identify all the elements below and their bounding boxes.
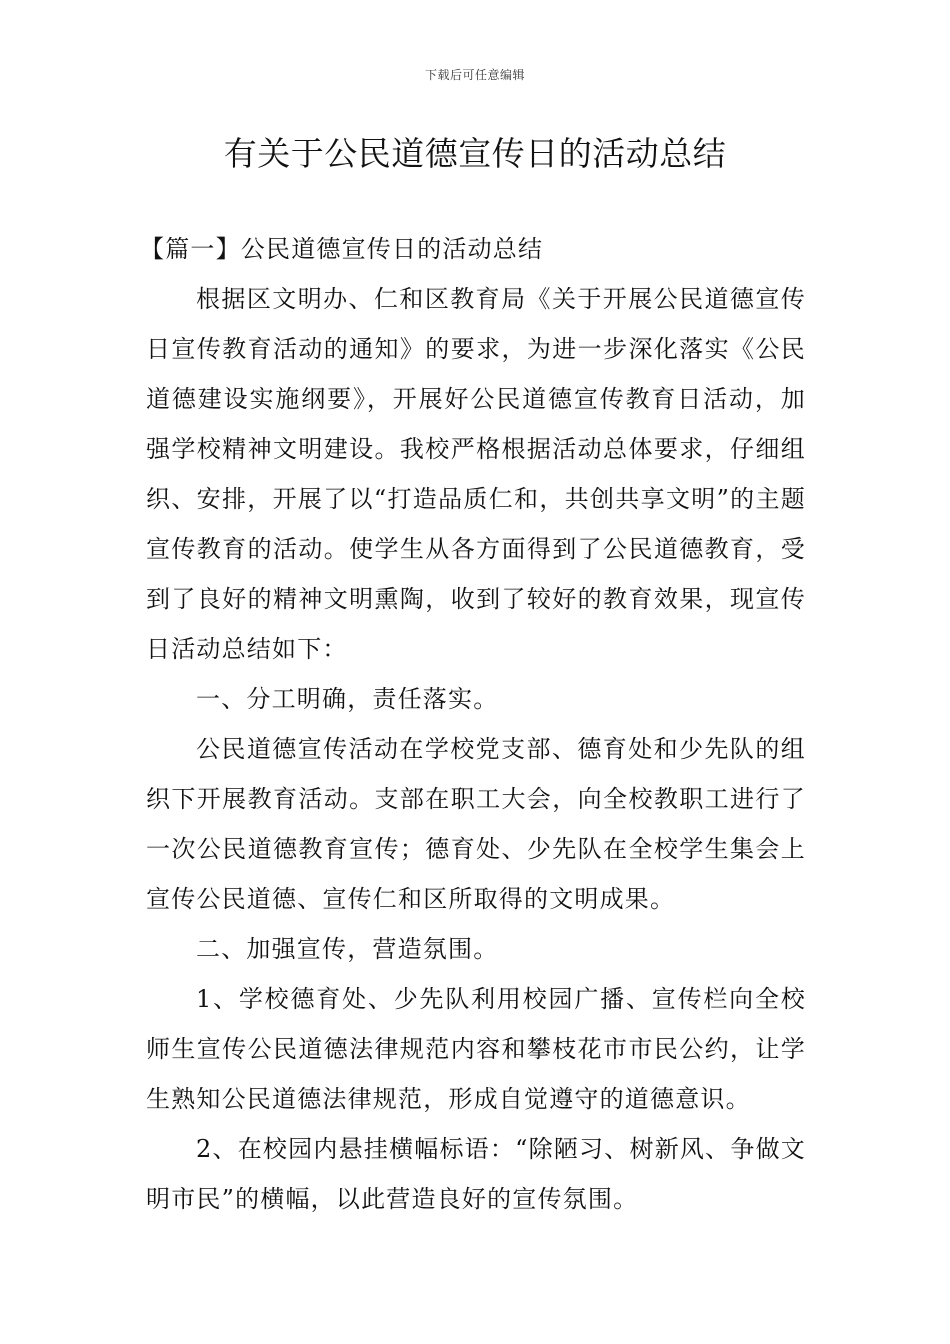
paragraph-intro: 根据区文明办、仁和区教育局《关于开展公民道德宣传日宣传教育活动的通知》的要求，为进一步深化落实《公民道德建设实施纲要》，开展好公民道德宣传教育日活动，加强学校精神文明建设。我校严格根据活动总体要求，仔细组织、安排，开展了以“打造品质仁和，共创共享文明”的主题宣传教育的活动。使学生从各方面得到了公民道德教育，受到了良好的精神文明熏陶，收到了较好的教育效果，现宣传日活动总结如下： [146, 285, 806, 663]
document-title: 有关于公民道德宣传日的活动总结 [223, 134, 727, 173]
paragraph-organization: 公民道德宣传活动在学校党支部、德育处和少先队的组织下开展教育活动。支部在职工大会，向全校教职工进行了一次公民道德教育宣传；德育处、少先队在全校学生集会上宣传公民道德、宣传仁和区所取得的文明成果。 [146, 735, 806, 913]
paragraph-item-1: 1、学校德育处、少先队利用校园广播、宣传栏向全校师生宣传公民道德法律规范内容和攀枝花市市民公约，让学生熟知公民道德法律规范，形成自觉遵守的道德意识。 [146, 985, 806, 1113]
paragraph-item-2: 2、在校园内悬挂横幅标语：“除陋习、树新风、争做文明市民”的横幅，以此营造良好的宣传氛围。 [146, 1135, 806, 1213]
section-heading: 【篇一】公民道德宣传日的活动总结 [140, 235, 544, 263]
header-note: 下载后可任意编辑 [424, 68, 525, 82]
subheading-division-of-labor: 一、分工明确，责任落实。 [196, 685, 499, 713]
subheading-publicity: 二、加强宣传，营造氛围。 [196, 935, 499, 963]
document-body [140, 224, 806, 1224]
